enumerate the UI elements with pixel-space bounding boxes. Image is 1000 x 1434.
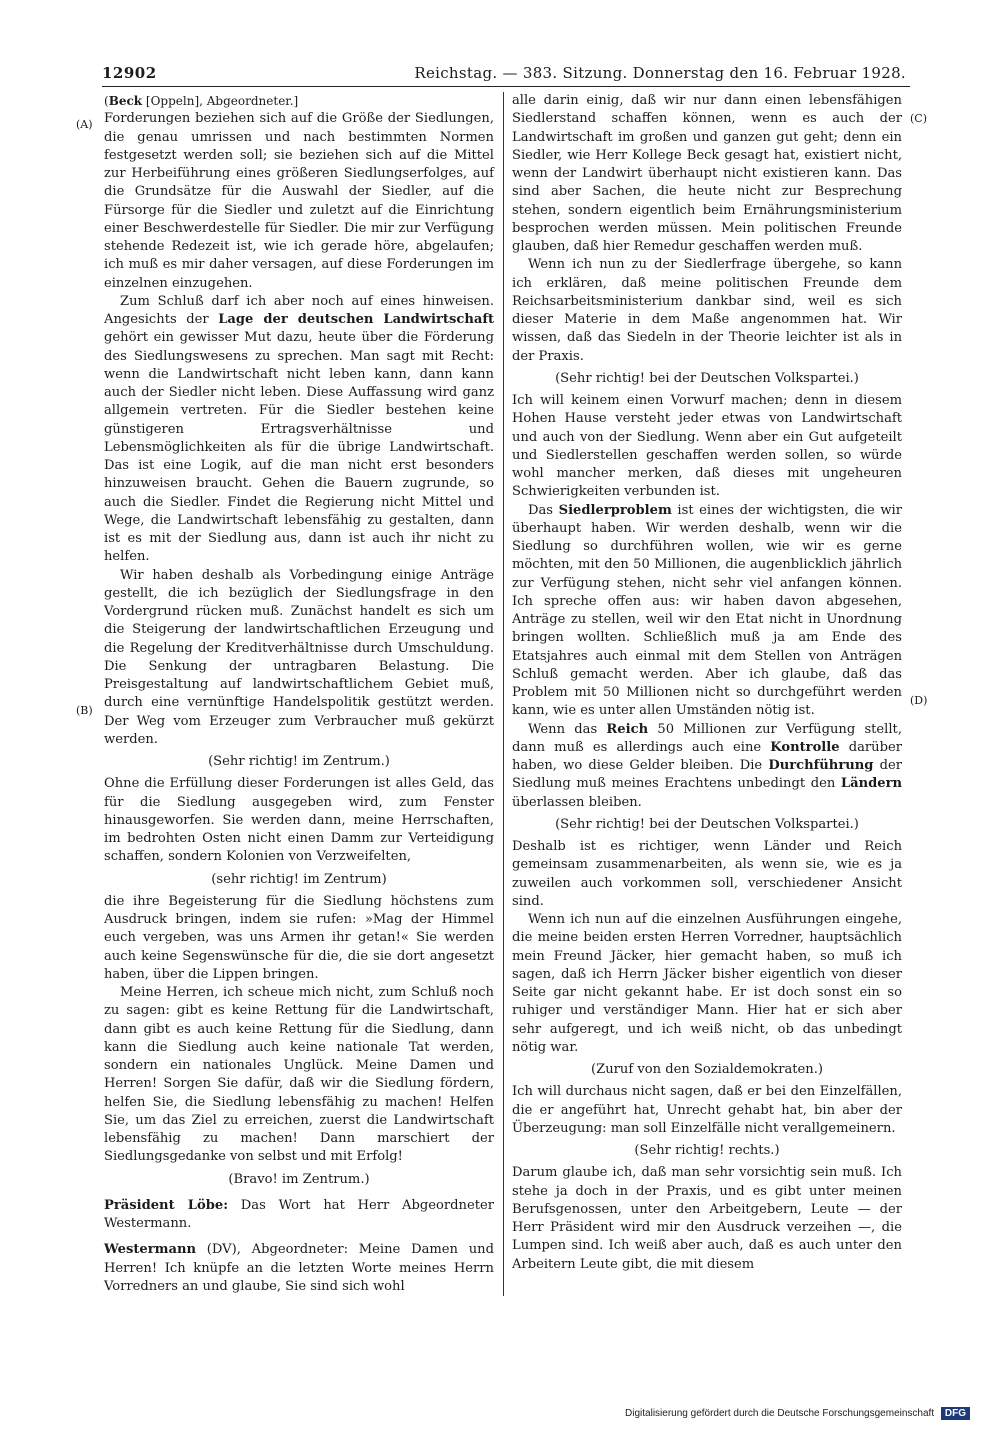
interjection: (Bravo! im Zentrum.) [228, 1171, 370, 1187]
footer-text: Digitalisierung gefördert durch die Deutsche Forschungsgemeinschaft [625, 1408, 935, 1419]
paragraph: Forderungen beziehen sich auf die Größe der Siedlungen, die genau umrissen und nach bestimmten Normen festgesetzt werden soll; sie beziehen sich auf die Mittel zur Herbeiführung eines größeren Siedlungserfolges, auf die Grundsätze für die Auswahl der Siedler, auf die Fürsorge für die Siedler und zuletzt auf die Einrichtung einer Beschwerdestelle für Siedler. Die mir zur Verfügung stehende Redezeit ist, wie ich gerade höre, abgelaufen; ich muß es mir daher versagen, auf diese Forderungen im einzelnen einzugehen. [104, 111, 494, 291]
margin-marker-b: (B) [76, 704, 93, 717]
interjection: (Sehr richtig! bei der Deutschen Volkspartei.) [555, 370, 859, 386]
margin-marker-a: (A) [76, 118, 93, 131]
column-divider [503, 92, 504, 1296]
paragraph: Darum glaube ich, daß man sehr vorsichtig sein muß. Ich stehe ja doch in der Praxis, und es gibt unter meinen Berufsgenossen, unter den Arbeitgebern, Leute — der Herr Präsident wird mir den Ausdruck verzeihen —, die Lumpen sind. Ich weiß aber auch, daß es auch unter den Arbeitern Leute gibt, die mit diesem [512, 1165, 902, 1272]
paragraph: Das Siedlerproblem ist eines der wichtigsten, die wir überhaupt haben. Wir werden deshalb, wenn wir die Siedlung so durchführen wollen, wie wir es gerne möchten, mit den 50 Millionen, die augenblicklich jährlich zur Verfügung stehen, nicht sehr viel anfangen können. Ich spreche offen aus: wir haben davon abgesehen, Anträge zu stellen, weil wir den Etat nicht in Unordnung bringen wollten. Schließlich muß ja am Ende des Etatsjahres auch einmal mit dem Stellen von Anträgen Schluß gemacht werden. Aber ich glaube, daß das Problem mit 50 Millionen nicht so durchgeführt werden kann, wie es unter allen Umständen nötig ist. [512, 502, 902, 719]
speaker-name-beck: Beck [108, 94, 143, 108]
right-column [512, 92, 902, 1274]
interjection: (Zuruf von den Sozialdemokraten.) [590, 1062, 824, 1077]
interjection: (sehr richtig! im Zentrum) [211, 871, 387, 887]
speaker-name: Präsident Löbe: [104, 1197, 229, 1213]
paragraph: Ohne die Erfüllung dieser Forderungen ist alles Geld, das für die Siedlung ausgegeben wird, zum Fenster hinausgeworfen. Sie werden dann, meine Herrschaften, im bedrohten Osten nicht einen Damm zur Verteidigung schaffen, sondern Kolonien von Verzweifelten, [104, 776, 494, 865]
margin-marker-d: (D) [910, 694, 928, 707]
speaker-paragraph: Westermann (DV), Abgeordneter: Meine Damen und Herren! Ich knüpfe an die letzten Worte meines Herrn Vorredners an und glaube, Sie sind sich wohl [104, 1242, 494, 1294]
paragraph: Wenn ich nun auf die einzelnen Ausführungen eingehe, die meine beiden ersten Herren Vorredner, hauptsächlich mein Freund Jäcker, hier gemacht haben, so muß ich sagen, daß ich Herrn Jäcker bisher eigentlich von dieser Seite gar nicht gekannt habe. Er ist doch sonst ein so ruhiger und verständiger Mann. Hier hat er sich aber sehr aufgeregt, und ich weiß nicht, ob das unbedingt nötig war. [512, 912, 902, 1055]
margin-marker-c: (C) [910, 112, 927, 125]
paragraph: Wir haben deshalb als Vorbedingung einige Anträge gestellt, die ich bezüglich der Siedlungsfrage in den Vordergrund rücken muß. Zunächst handelt es sich um die Steigerung der landwirtschaftlichen Erzeugung und die Regelung der Kreditverhältnisse durch Umschuldung. Die Senkung der untragbaren Belastung. Die Preisgestaltung auf landwirtschaftlichem Gebiet muß, durch eine vernünftige Handelspolitik gestützt werden. Der Weg vom Erzeuger zum Verbraucher muß gekürzt werden. [104, 567, 494, 747]
paragraph: die ihre Begeisterung für die Siedlung höchstens zum Ausdruck bringen, indem sie rufen: »Mag der Himmel euch vergeben, was uns Armen ihr getan!« Sie werden auch keine Segenswünsche für die, die sie dort angesetzt haben, über die Lippen bringen. [104, 893, 494, 982]
interjection: (Sehr richtig! bei der Deutschen Volkspartei.) [555, 816, 859, 832]
page-number: 12902 [102, 64, 157, 82]
paragraph: Meine Herren, ich scheue mich nicht, zum Schluß noch zu sagen: gibt es keine Rettung für die Landwirtschaft, dann gibt es auch keine Rettung für die Siedlung, dann kann die Siedlung auch keine nationale Tat werden, sondern ein nationales Unglück. Meine Damen und Herren! Sorgen Sie dafür, daß wir die Siedlung fördern, helfen Sie, die Siedlung lebensfähig zu machen! Helfen Sie, um das Ziel zu erreichen, zuerst die Landwirtschaft lebensfähig zu machen! Dann marschiert der Siedlungsgedanke von selbst und mit Erfolg! [104, 985, 494, 1165]
paragraph: Ich will durchaus nicht sagen, daß er bei den Einzelfällen, die er angeführt hat, Unrecht gehabt hat, bin aber der Überzeugung: man soll Einzelfälle nicht verallgemeinern. [512, 1084, 902, 1136]
footer-credit [625, 1407, 970, 1420]
paragraph: Wenn das Reich 50 Millionen zur Verfügung stellt, dann muß es allerdings auch eine Kontrolle darüber haben, wo diese Gelder bleiben. Die Durchführung der Siedlung muß meines Erachtens unbedingt den Ländern überlassen bleiben. [512, 721, 902, 810]
paragraph: Zum Schluß darf ich aber noch auf eines hinweisen. Angesichts der Lage der deutschen Landwirtschaft gehört ein gewisser Mut dazu, heute über die Förderung des Siedlungswesens zu sprechen. Man sagt mit Recht: wenn die Landwirtschaft nicht leben kann, dann kann auch der Siedler nicht leben. Diese Auffassung wird ganz allgemein vertreten. Für die Siedler bestehen keine günstigeren Ertragsverhältnisse und Lebensmöglichkeiten als für die übrige Landwirtschaft. Das ist eine Logik, auf die man nicht erst besonders hinzuweisen braucht. Gehen die Bauern zugrunde, so auch die Siedler. Findet die Regierung nicht Mittel und Wege, die Landwirtschaft lebensfähig zu gestalten, dann ist es mit der Siedlung aus, dann ist auch ihr nicht zu helfen. [104, 293, 495, 565]
paragraph: Ich will keinem einen Vorwurf machen; denn in diesem Hohen Hause versteht jeder etwas von Landwirtschaft und auch von der Siedlung. Wenn aber ein Gut aufgeteilt und Siedlerstellen geschaffen werden sollen, so würde wohl mancher merken, daß dieses mit ungeheuren Schwierigkeiten verbunden ist. [512, 393, 902, 500]
page-header [100, 62, 912, 86]
speaker-paragraph: Präsident Löbe: Das Wort hat Herr Abgeordneter Westermann. [104, 1197, 494, 1231]
paragraph: Deshalb ist es richtiger, wenn Länder und Reich gemeinsam zusammenarbeiten, als wenn sie, wie es ja zuweilen auch vorkommen soll, verschiedener Ansicht sind. [512, 839, 902, 909]
header-rule [102, 86, 910, 87]
interjection: (Sehr richtig! im Zentrum.) [208, 754, 390, 769]
paragraph: alle darin einig, daß wir nur dann einen lebensfähigen Siedlerstand schaffen können, wenn es auch der Landwirtschaft im großen und ganzen gut geht; denn ein Siedler, wie Herr Kollege Beck gesagt hat, existiert nicht, wenn der Landwirt überhaupt nicht existieren kann. Das sind aber Sachen, die heute nicht zur Besprechung stehen, sondern eigentlich beim Ernährungsministerium besprochen werden müssen. Mein politischen Freunde glauben, daß hier Remedur geschaffen werden muß. [512, 93, 902, 254]
left-column [104, 92, 494, 1296]
speaker-name: Westermann [104, 1242, 196, 1258]
dfg-logo: DFG [941, 1407, 970, 1420]
interjection: (Sehr richtig! rechts.) [634, 1143, 780, 1158]
speaker-continuation: (Beck [Oppeln], Abgeordneter.] [104, 94, 299, 108]
running-title: Reichstag. — 383. Sitzung. Donnerstag den 16. Februar 1928. [414, 64, 906, 82]
paragraph: Wenn ich nun zu der Siedlerfrage übergehe, so kann ich erklären, daß meine politischen Freunde dem Reichsarbeitsministerium dankbar sind, weil es sich dieser Materie in dem Maße angenommen hat. Wir wissen, daß das Siedeln in der Theorie leichter ist als in der Praxis. [512, 257, 902, 364]
